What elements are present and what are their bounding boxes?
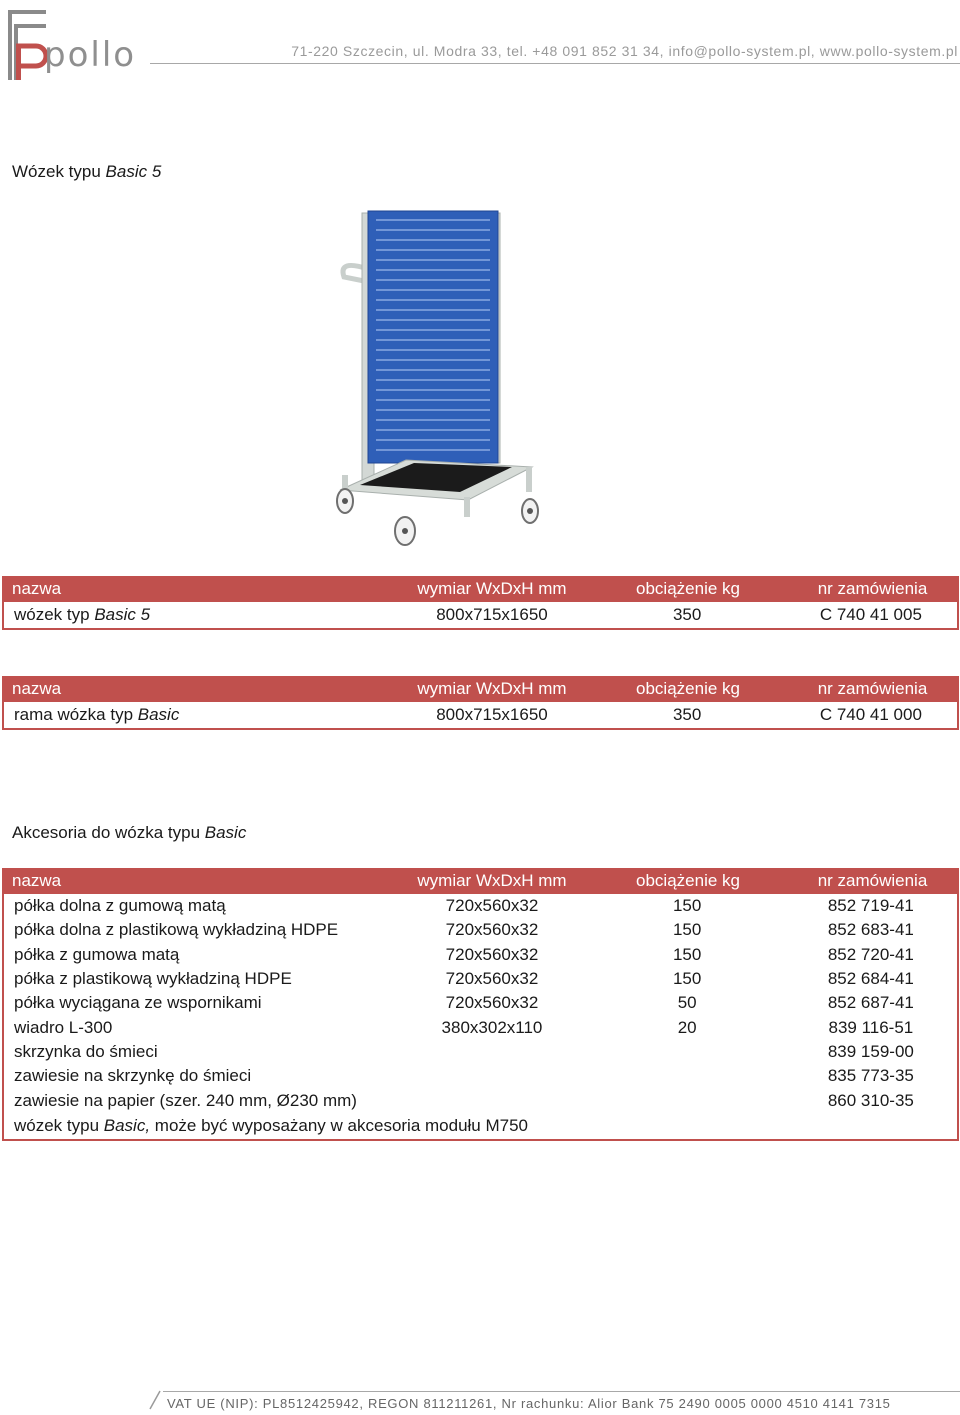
header-name: nazwa — [12, 679, 62, 698]
cell-dimension: 720x560x32 — [445, 896, 539, 916]
table-row — [4, 967, 957, 991]
table-row — [4, 894, 957, 918]
accessories-title-prefix: Akcesoria do wózka typu — [12, 823, 205, 842]
table-row — [4, 991, 957, 1015]
accessories-title — [12, 823, 246, 843]
cell-order-number: 852 683-41 — [827, 920, 914, 940]
table-row — [4, 1088, 957, 1112]
cell-order-number: 852 720-41 — [827, 944, 914, 964]
cell-load: 50 — [677, 993, 697, 1013]
cell-load: 20 — [677, 1017, 697, 1037]
accessories-title-emph: Basic — [204, 823, 247, 842]
title-prefix: Wózek typu — [12, 162, 106, 181]
cell-dimension: 720x560x32 — [445, 920, 539, 940]
table-row — [4, 1064, 957, 1088]
cell-order-number: 852 719-41 — [827, 896, 914, 916]
header-load: obciążenie kg — [636, 871, 740, 890]
table-header — [2, 676, 959, 702]
table-row — [4, 1040, 957, 1064]
table-row — [4, 943, 957, 967]
cell-dimension: 720x560x32 — [445, 993, 539, 1013]
cell-name: półka dolna z plastikową wykładziną HDPE — [14, 920, 339, 940]
cell-name-prefix: rama wózka typ — [14, 705, 138, 724]
footer-text: VAT UE (NIP): PL8512425942, REGON 811211261, Nr rachunku: Alior Bank 75 2490 0005 0000 4510 4141 7315 — [167, 1396, 891, 1411]
cell-load: 350 — [672, 705, 702, 724]
cell-order-number: 852 684-41 — [827, 969, 914, 989]
header-dimension: wymiar WxDxH mm — [417, 679, 567, 698]
cell-dimension: 800x715x1650 — [436, 605, 548, 624]
cell-load: 150 — [672, 969, 702, 989]
table-header — [2, 868, 959, 894]
header-name: nazwa — [12, 871, 62, 890]
cell-order-number: C 740 41 005 — [819, 605, 922, 624]
cell-name: wiadro L-300 — [14, 1017, 113, 1037]
table-row — [2, 702, 959, 730]
header-dimension: wymiar WxDxH mm — [417, 871, 567, 890]
cell-dimension: 380x302x110 — [441, 1017, 543, 1037]
note-emph: Basic, — [103, 1115, 151, 1135]
header-load: obciążenie kg — [636, 679, 740, 698]
frame-table — [2, 676, 959, 730]
header-load: obciążenie kg — [636, 579, 740, 598]
cell-order-number: 839 116-51 — [828, 1017, 914, 1037]
note-suffix: może być wyposażany w akcesoria modułu M750 — [150, 1115, 529, 1135]
pollo-logo — [6, 6, 156, 84]
product-table — [2, 576, 959, 630]
cell-name: półka z gumowa matą — [14, 944, 180, 964]
table-note-row — [4, 1113, 957, 1139]
cell-name — [4, 705, 394, 725]
footer-slash-icon — [148, 1390, 162, 1410]
accessories-table — [2, 868, 959, 1141]
table-header — [2, 576, 959, 602]
header-order-number: nr zamówienia — [817, 579, 928, 598]
cell-load: 150 — [672, 944, 702, 964]
cell-name-prefix: wózek typ — [14, 605, 95, 624]
cell-order-number: 835 773-35 — [827, 1066, 914, 1086]
cell-load: 150 — [672, 920, 702, 940]
footer-divider — [163, 1391, 960, 1392]
cell-name: zawiesie na papier (szer. 240 mm, Ø230 mm) — [14, 1090, 357, 1110]
cell-load: 350 — [672, 605, 702, 624]
cell-dimension: 720x560x32 — [445, 944, 539, 964]
cell-name: skrzynka do śmieci — [14, 1041, 158, 1061]
header-order-number: nr zamówienia — [817, 871, 928, 890]
cell-load: 150 — [672, 896, 702, 916]
cell-order-number: C 740 41 000 — [819, 705, 922, 724]
cell-order-number: 860 310-35 — [827, 1090, 914, 1110]
header-divider — [150, 63, 960, 64]
header-order-number: nr zamówienia — [817, 679, 928, 698]
cell-name: półka wyciągana ze wspornikami — [14, 993, 262, 1013]
header-contact: 71-220 Szczecin, ul. Modra 33, tel. +48 091 852 31 34, info@pollo-system.pl, www.pollo-system.pl — [291, 43, 958, 59]
cell-order-number: 852 687-41 — [827, 993, 914, 1013]
page-title — [12, 162, 161, 182]
product-image — [320, 205, 550, 560]
cell-name-emph: Basic 5 — [94, 605, 151, 624]
note-prefix: wózek typu — [14, 1115, 104, 1135]
header-name: nazwa — [12, 579, 62, 598]
accessories-note — [4, 1116, 528, 1136]
cell-dimension: 800x715x1650 — [436, 705, 548, 724]
accessories-body — [2, 894, 959, 1141]
cell-name-emph: Basic — [137, 705, 180, 724]
table-row — [4, 1015, 957, 1039]
cell-name: półka dolna z gumową matą — [14, 896, 226, 916]
cell-order-number: 839 159-00 — [827, 1041, 914, 1061]
cell-dimension: 720x560x32 — [445, 969, 539, 989]
header-dimension: wymiar WxDxH mm — [417, 579, 567, 598]
table-row — [2, 602, 959, 630]
logo-text: pollo — [44, 35, 137, 75]
cell-name: półka z plastikową wykładziną HDPE — [14, 969, 292, 989]
cell-name — [4, 605, 394, 625]
table-row — [4, 918, 957, 942]
cell-name: zawiesie na skrzynkę do śmieci — [14, 1066, 252, 1086]
title-emph: Basic 5 — [105, 162, 162, 181]
